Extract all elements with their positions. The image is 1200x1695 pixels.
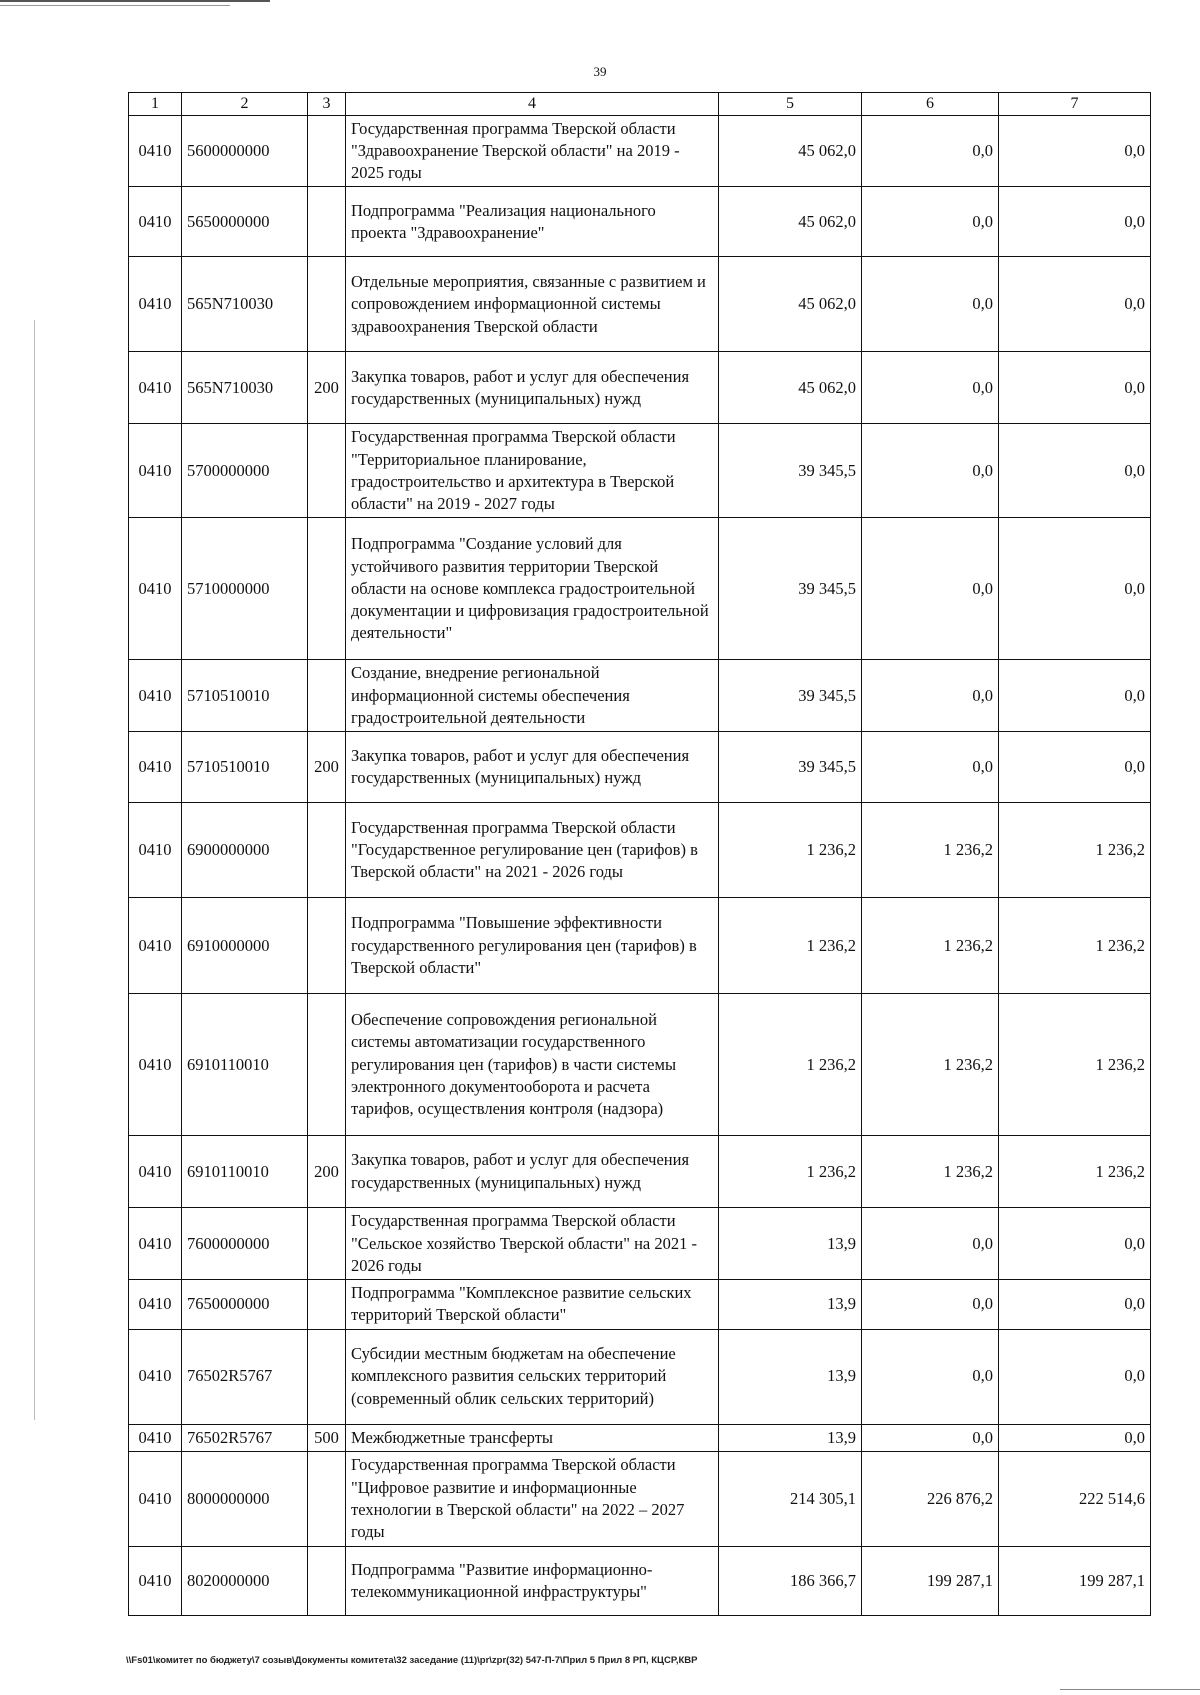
amount-3: 0,0 <box>999 424 1151 518</box>
amount-1: 39 345,5 <box>719 518 862 660</box>
amount-2: 0,0 <box>862 1208 999 1280</box>
amount-3: 0,0 <box>999 518 1151 660</box>
table-row <box>129 257 1151 352</box>
expense-type: 200 <box>308 732 346 803</box>
amount-3: 1 236,2 <box>999 803 1151 898</box>
amount-1: 13,9 <box>719 1208 862 1280</box>
section-code: 0410 <box>129 1208 182 1280</box>
amount-3: 1 236,2 <box>999 994 1151 1136</box>
expense-type <box>308 994 346 1136</box>
section-code: 0410 <box>129 187 182 257</box>
table-row <box>129 424 1151 518</box>
target-code: 5650000000 <box>182 187 308 257</box>
expense-type: 200 <box>308 1136 346 1208</box>
expense-type <box>308 1329 346 1424</box>
expense-type <box>308 1280 346 1330</box>
expense-type <box>308 898 346 994</box>
section-code: 0410 <box>129 994 182 1136</box>
target-code: 5600000000 <box>182 115 308 187</box>
amount-2: 0,0 <box>862 424 999 518</box>
amount-3: 0,0 <box>999 1329 1151 1424</box>
amount-2: 0,0 <box>862 1329 999 1424</box>
amount-2: 226 876,2 <box>862 1451 999 1546</box>
description: Подпрограмма "Развитие информационно-телекоммуникационной инфраструктуры" <box>346 1546 719 1615</box>
amount-3: 199 287,1 <box>999 1546 1151 1615</box>
description: Закупка товаров, работ и услуг для обеспечения государственных (муниципальных) нужд <box>346 732 719 803</box>
target-code: 76502R5767 <box>182 1424 308 1451</box>
target-code: 565N710030 <box>182 257 308 352</box>
column-header: 1 <box>129 93 182 116</box>
amount-2: 0,0 <box>862 518 999 660</box>
section-code: 0410 <box>129 1280 182 1330</box>
amount-3: 0,0 <box>999 732 1151 803</box>
target-code: 6910110010 <box>182 1136 308 1208</box>
amount-1: 39 345,5 <box>719 424 862 518</box>
expense-type <box>308 803 346 898</box>
table-row <box>129 1451 1151 1546</box>
amount-1: 1 236,2 <box>719 803 862 898</box>
description: Обеспечение сопровождения региональной системы автоматизации государственного регулирования цен (тарифов) в части системы электронного документооборота и расчета тарифов, осуществления контроля (надзора) <box>346 994 719 1136</box>
table-row <box>129 1424 1151 1451</box>
description: Государственная программа Тверской области "Здравоохранение Тверской области" на 2019 - 2025 годы <box>346 115 719 187</box>
amount-2: 0,0 <box>862 187 999 257</box>
header-row <box>129 93 1151 116</box>
amount-1: 45 062,0 <box>719 257 862 352</box>
target-code: 6910000000 <box>182 898 308 994</box>
expense-type <box>308 257 346 352</box>
amount-3: 222 514,6 <box>999 1451 1151 1546</box>
amount-2: 1 236,2 <box>862 1136 999 1208</box>
amount-2: 0,0 <box>862 352 999 424</box>
amount-1: 13,9 <box>719 1280 862 1330</box>
amount-2: 199 287,1 <box>862 1546 999 1615</box>
section-code: 0410 <box>129 732 182 803</box>
expense-type: 500 <box>308 1424 346 1451</box>
section-code: 0410 <box>129 257 182 352</box>
expense-type <box>308 115 346 187</box>
amount-1: 45 062,0 <box>719 352 862 424</box>
target-code: 76502R5767 <box>182 1329 308 1424</box>
description: Подпрограмма "Реализация национального проекта "Здравоохранение" <box>346 187 719 257</box>
description: Подпрограмма "Комплексное развитие сельских территорий Тверской области" <box>346 1280 719 1330</box>
expense-type <box>308 518 346 660</box>
amount-2: 1 236,2 <box>862 994 999 1136</box>
column-header: 6 <box>862 93 999 116</box>
amount-1: 1 236,2 <box>719 898 862 994</box>
column-header: 5 <box>719 93 862 116</box>
description: Государственная программа Тверской области "Территориальное планирование, градостроительство и архитектура в Тверской области" на 2019 - 2027 годы <box>346 424 719 518</box>
table-row <box>129 518 1151 660</box>
target-code: 5710000000 <box>182 518 308 660</box>
table-row <box>129 1546 1151 1615</box>
section-code: 0410 <box>129 424 182 518</box>
description: Межбюджетные трансферты <box>346 1424 719 1451</box>
amount-3: 0,0 <box>999 1208 1151 1280</box>
target-code: 8000000000 <box>182 1451 308 1546</box>
expense-type <box>308 660 346 732</box>
column-header: 2 <box>182 93 308 116</box>
amount-3: 0,0 <box>999 352 1151 424</box>
amount-3: 0,0 <box>999 257 1151 352</box>
target-code: 6910110010 <box>182 994 308 1136</box>
amount-3: 0,0 <box>999 1280 1151 1330</box>
amount-1: 45 062,0 <box>719 115 862 187</box>
page-number: 39 <box>593 64 607 79</box>
column-header: 4 <box>346 93 719 116</box>
description: Государственная программа Тверской области "Сельское хозяйство Тверской области" на 2021 - 2026 годы <box>346 1208 719 1280</box>
section-code: 0410 <box>129 1136 182 1208</box>
amount-1: 1 236,2 <box>719 994 862 1136</box>
amount-1: 39 345,5 <box>719 660 862 732</box>
target-code: 6900000000 <box>182 803 308 898</box>
amount-2: 1 236,2 <box>862 803 999 898</box>
section-code: 0410 <box>129 1546 182 1615</box>
amount-1: 13,9 <box>719 1424 862 1451</box>
description: Государственная программа Тверской области "Государственное регулирование цен (тарифов) в Тверской области" на 2021 - 2026 годы <box>346 803 719 898</box>
table-row <box>129 187 1151 257</box>
target-code: 7600000000 <box>182 1208 308 1280</box>
amount-1: 45 062,0 <box>719 187 862 257</box>
expense-type <box>308 1546 346 1615</box>
description: Подпрограмма "Создание условий для устойчивого развития территории Тверской области на основе комплекса градостроительной документации и цифровизация градостроительной деятельности" <box>346 518 719 660</box>
description: Закупка товаров, работ и услуг для обеспечения государственных (муниципальных) нужд <box>346 1136 719 1208</box>
description: Государственная программа Тверской области "Цифровое развитие и информационные технологии в Тверской области" на 2022 – 2027 годы <box>346 1451 719 1546</box>
section-code: 0410 <box>129 1329 182 1424</box>
section-code: 0410 <box>129 518 182 660</box>
description: Отдельные мероприятия, связанные с развитием и сопровождением информационной системы здравоохранения Тверской области <box>346 257 719 352</box>
target-code: 7650000000 <box>182 1280 308 1330</box>
amount-1: 214 305,1 <box>719 1451 862 1546</box>
amount-1: 13,9 <box>719 1329 862 1424</box>
amount-1: 39 345,5 <box>719 732 862 803</box>
amount-2: 0,0 <box>862 257 999 352</box>
amount-1: 186 366,7 <box>719 1546 862 1615</box>
target-code: 565N710030 <box>182 352 308 424</box>
column-header: 7 <box>999 93 1151 116</box>
table-row <box>129 898 1151 994</box>
expense-type: 200 <box>308 352 346 424</box>
target-code: 5700000000 <box>182 424 308 518</box>
table-body <box>129 115 1151 1615</box>
amount-3: 0,0 <box>999 660 1151 732</box>
scan-edge-line <box>34 320 35 1420</box>
description: Создание, внедрение региональной информационной системы обеспечения градостроительной деятельности <box>346 660 719 732</box>
table-row <box>129 1280 1151 1330</box>
amount-3: 1 236,2 <box>999 1136 1151 1208</box>
description: Закупка товаров, работ и услуг для обеспечения государственных (муниципальных) нужд <box>346 352 719 424</box>
table-row <box>129 1329 1151 1424</box>
amount-3: 1 236,2 <box>999 898 1151 994</box>
amount-2: 0,0 <box>862 732 999 803</box>
file-path-footer: \\Fs01\комитет по бюджету\7 созыв\Документы комитета\32 заседание (11)\pr\zpr(32) 547-П-7\Прил 5 Прил 8 РП, КЦСР,КВР <box>126 1655 698 1666</box>
section-code: 0410 <box>129 898 182 994</box>
description: Подпрограмма "Повышение эффективности государственного регулирования цен (тарифов) в Тверской области" <box>346 898 719 994</box>
amount-3: 0,0 <box>999 1424 1151 1451</box>
table-row <box>129 352 1151 424</box>
table-row <box>129 803 1151 898</box>
table-row <box>129 1136 1151 1208</box>
scan-edge-line <box>0 5 230 6</box>
expense-type <box>308 1451 346 1546</box>
budget-table <box>128 92 1151 1616</box>
section-code: 0410 <box>129 660 182 732</box>
table-row <box>129 732 1151 803</box>
target-code: 5710510010 <box>182 732 308 803</box>
section-code: 0410 <box>129 352 182 424</box>
section-code: 0410 <box>129 115 182 187</box>
expense-type <box>308 187 346 257</box>
amount-2: 0,0 <box>862 1280 999 1330</box>
scan-edge-line <box>0 0 270 2</box>
amount-3: 0,0 <box>999 187 1151 257</box>
table-row <box>129 994 1151 1136</box>
amount-2: 1 236,2 <box>862 898 999 994</box>
section-code: 0410 <box>129 1451 182 1546</box>
description: Субсидии местным бюджетам на обеспечение комплексного развития сельских территорий (современный облик сельских территорий) <box>346 1329 719 1424</box>
target-code: 8020000000 <box>182 1546 308 1615</box>
column-header: 3 <box>308 93 346 116</box>
amount-2: 0,0 <box>862 660 999 732</box>
amount-2: 0,0 <box>862 1424 999 1451</box>
table-row <box>129 115 1151 187</box>
section-code: 0410 <box>129 1424 182 1451</box>
table-row <box>129 660 1151 732</box>
table-row <box>129 1208 1151 1280</box>
amount-1: 1 236,2 <box>719 1136 862 1208</box>
amount-2: 0,0 <box>862 115 999 187</box>
expense-type <box>308 424 346 518</box>
expense-type <box>308 1208 346 1280</box>
amount-3: 0,0 <box>999 115 1151 187</box>
page-number-wrap <box>0 64 1200 80</box>
section-code: 0410 <box>129 803 182 898</box>
target-code: 5710510010 <box>182 660 308 732</box>
scan-edge-line <box>1060 1689 1200 1690</box>
